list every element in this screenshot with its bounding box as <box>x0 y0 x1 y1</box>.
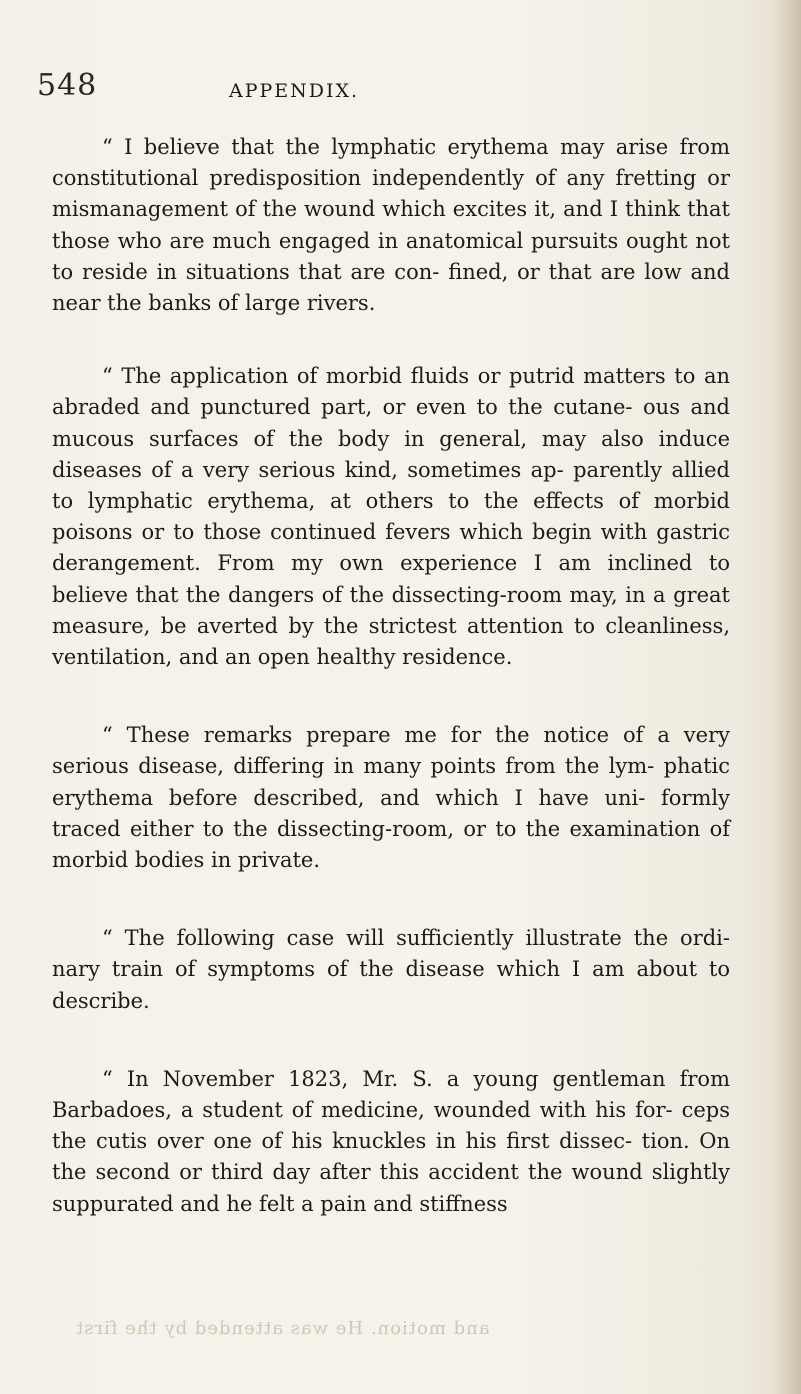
paragraph-5: “ In November 1823, Mr. S. a young gentleman from Barbadoes, a student of medicine, wounded with his for- ceps the cutis over one of his knuckles in his first dissec- tion. On the second or third day after this accident the wound slightly suppurated and he felt a pain and stiffness <box>52 1066 730 1216</box>
running-head: APPENDIX. <box>229 80 360 102</box>
paragraph-1: “ I believe that the lymphatic erythema may arise from constitutional predisposition independently of any fretting or mismanagement of the wound which excites it, and I think that those who are much engaged in anatomical pursuits ought not to reside in situations that are con- fined, or that are low and near the banks of large rivers. <box>52 135 730 316</box>
body-text <box>52 120 730 1220</box>
paragraph-2: “ The application of morbid fluids or putrid matters to an abraded and punctured part, or even to the cutane- ous and mucous surfaces of the body in general, may also induce diseases of a very serious kind, sometimes ap- parently allied to lymphatic erythema, at others to the effects of morbid poisons or to those continued fevers which begin with gastric derangement. From my own experience I am inclined to believe that the dangers of the dissecting-room may, in a great measure, be averted by the strictest attention to cleanliness, ventilation, and an open healthy residence. <box>52 364 730 670</box>
paragraph-3: “ These remarks prepare me for the notice of a very serious disease, differing in many points from the lym- phatic erythema before described, and which I have uni- formly traced either to the dissecting-room, or to the examination of morbid bodies in private. <box>52 723 730 873</box>
page-edge-shadow <box>773 0 801 1394</box>
bleed-through-text: and motion. He was attended by the first <box>75 1318 490 1339</box>
paragraph-4: “ The following case will sufficiently illustrate the ordi- nary train of symptoms of the disease which I am about to describe. <box>52 926 730 1013</box>
page-number: 548 <box>37 68 98 103</box>
